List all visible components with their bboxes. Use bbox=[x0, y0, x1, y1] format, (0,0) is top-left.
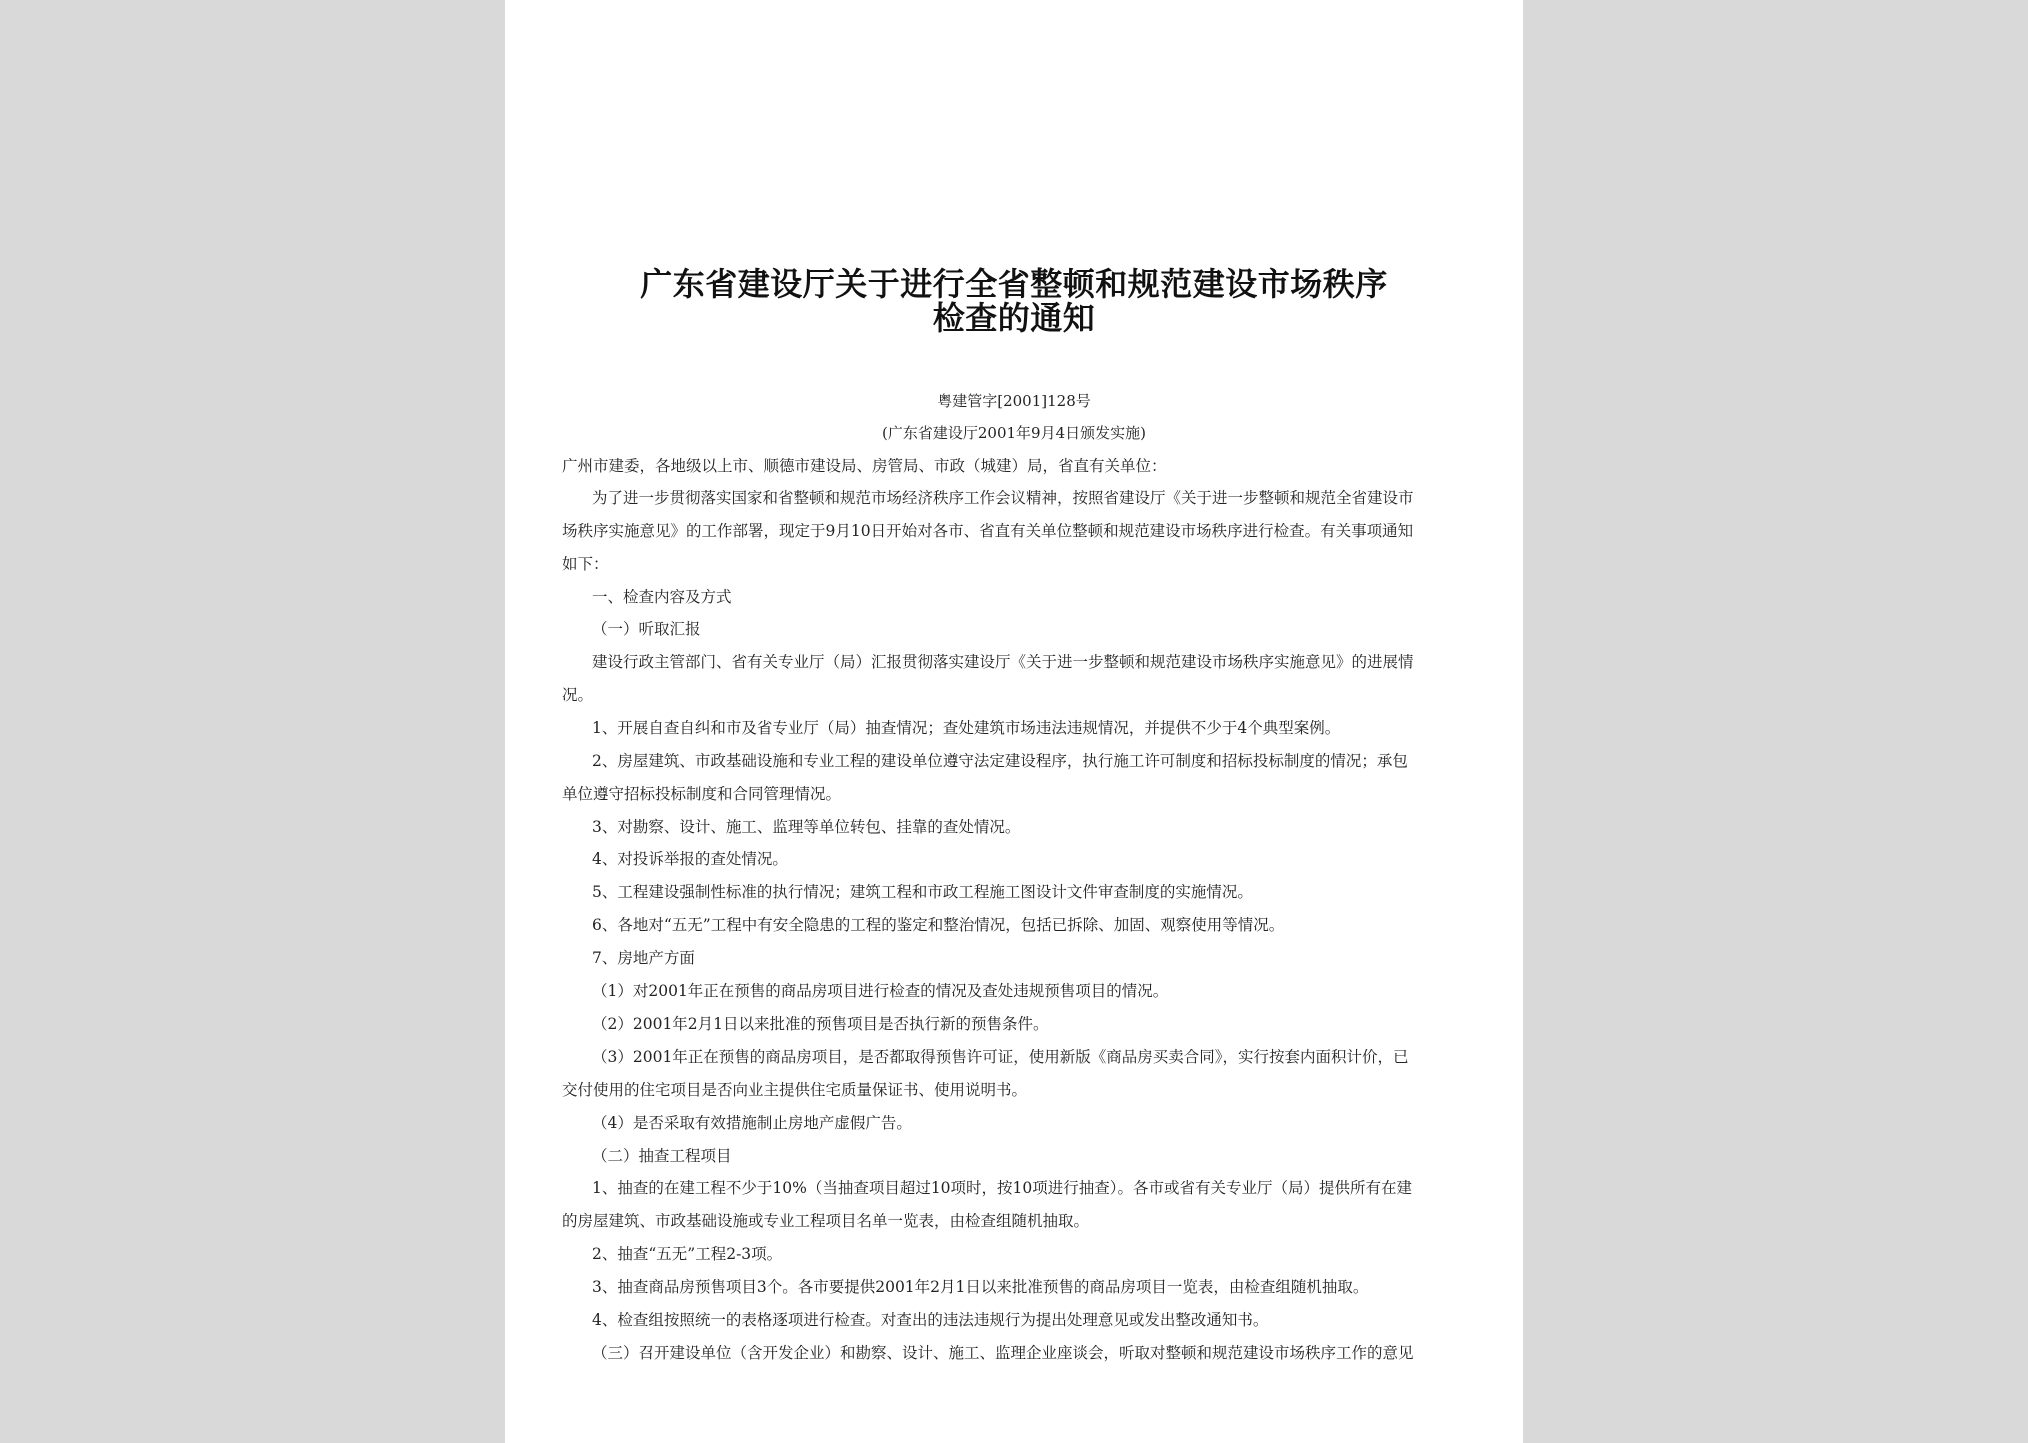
list-item-continuation: 交付使用的住宅项目是否向业主提供住宅质量保证书、使用说明书。 bbox=[562, 1081, 1028, 1099]
list-item: 1、开展自查自纠和市及省专业厅（局）抽查情况；查处建筑市场违法违规情况，并提供不少于4个典型案例。 bbox=[592, 719, 1341, 737]
body-line: 况。 bbox=[562, 686, 594, 704]
list-item: （2）2001年2月1日以来批准的预售项目是否执行新的预售条件。 bbox=[592, 1015, 1049, 1033]
document-title-line-2: 检查的通知 bbox=[932, 299, 1096, 337]
document-title-line-1: 广东省建设厅关于进行全省整顿和规范建设市场秩序 bbox=[640, 265, 1388, 303]
section-heading: 一、检查内容及方式 bbox=[592, 588, 732, 606]
list-item: 1、抽查的在建工程不少于10%（当抽查项目超过10项时，按10项进行抽查）。各市或省有关专业厅（局）提供所有在建 bbox=[592, 1179, 1413, 1197]
subsection-heading: （三）召开建设单位（含开发企业）和勘察、设计、施工、监理企业座谈会，听取对整顿和规范建设市场秩序工作的意见 bbox=[592, 1344, 1414, 1362]
list-item: 2、抽查“五无”工程2-3项。 bbox=[592, 1245, 783, 1263]
list-item: 6、各地对“五无”工程中有安全隐患的工程的鉴定和整治情况，包括已拆除、加固、观察使用等情况。 bbox=[592, 916, 1285, 934]
list-item: 4、对投诉举报的查处情况。 bbox=[592, 850, 788, 868]
list-item: 4、检查组按照统一的表格逐项进行检查。对查出的违法违规行为提出处理意见或发出整改通知书。 bbox=[592, 1311, 1269, 1329]
list-item: （3）2001年正在预售的商品房项目，是否都取得预售许可证，使用新版《商品房买卖合同》，实行按套内面积计价，已 bbox=[592, 1048, 1409, 1066]
list-item: 2、房屋建筑、市政基础设施和专业工程的建设单位遵守法定建设程序，执行施工许可制度和招标投标制度的情况；承包 bbox=[592, 752, 1408, 770]
list-item: 3、抽查商品房预售项目3个。各市要提供2001年2月1日以来批准预售的商品房项目一览表，由检查组随机抽取。 bbox=[592, 1278, 1369, 1296]
addressee-line: 广州市建委，各地级以上市、顺德市建设局、房管局、市政（城建）局，省直有关单位： bbox=[562, 457, 1167, 475]
issuance-note: (广东省建设厅2001年9月4日颁发实施) bbox=[882, 424, 1146, 442]
body-line: 场秩序实施意见》的工作部署，现定于9月10日开始对各市、省直有关单位整顿和规范建设市场秩序进行检查。有关事项通知 bbox=[562, 522, 1414, 540]
body-line: 建设行政主管部门、省有关专业厅（局）汇报贯彻落实建设厅《关于进一步整顿和规范建设市场秩序实施意见》的进展情 bbox=[592, 653, 1414, 671]
subsection-heading: （二）抽查工程项目 bbox=[592, 1147, 732, 1165]
list-item-continuation: 的房屋建筑、市政基础设施或专业工程项目名单一览表，由检查组随机抽取。 bbox=[562, 1212, 1090, 1230]
list-item: 3、对勘察、设计、施工、监理等单位转包、挂靠的查处情况。 bbox=[592, 818, 1021, 836]
document-page bbox=[505, 0, 1523, 1443]
document-number: 粤建管字[2001]128号 bbox=[937, 392, 1091, 410]
list-item: 7、房地产方面 bbox=[592, 949, 695, 967]
body-line: 如下： bbox=[562, 555, 609, 573]
subsection-heading: （一）听取汇报 bbox=[592, 620, 701, 638]
list-item: 5、工程建设强制性标准的执行情况；建筑工程和市政工程施工图设计文件审查制度的实施情况。 bbox=[592, 883, 1253, 901]
body-line: 为了进一步贯彻落实国家和省整顿和规范市场经济秩序工作会议精神，按照省建设厅《关于进一步整顿和规范全省建设市 bbox=[592, 489, 1414, 507]
list-item-continuation: 单位遵守招标投标制度和合同管理情况。 bbox=[562, 785, 842, 803]
list-item: （1）对2001年正在预售的商品房项目进行检查的情况及查处违规预售项目的情况。 bbox=[592, 982, 1169, 1000]
list-item: （4）是否采取有效措施制止房地产虚假广告。 bbox=[592, 1114, 912, 1132]
